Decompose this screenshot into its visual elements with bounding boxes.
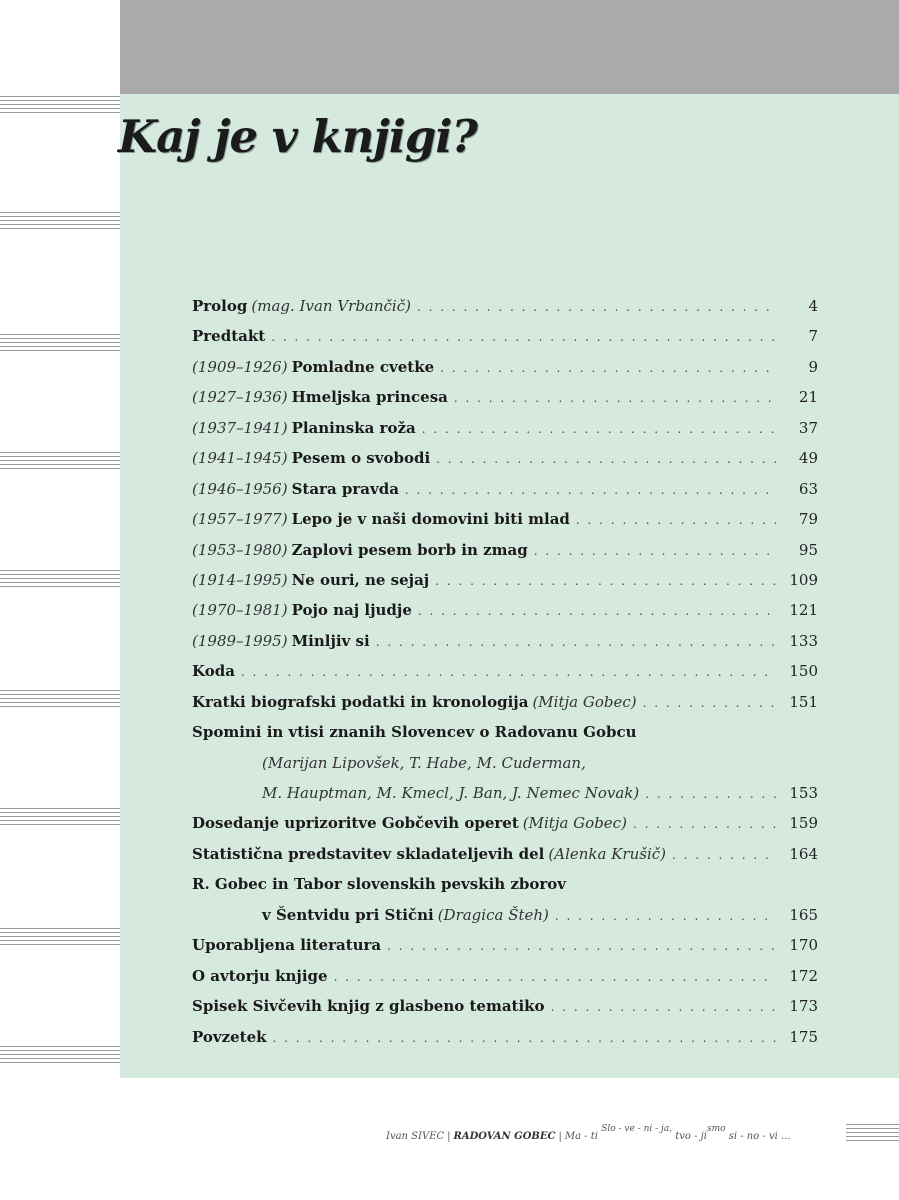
toc-entry[interactable] xyxy=(192,571,818,601)
toc-leader-dots xyxy=(418,604,776,618)
toc-entry-page: 79 xyxy=(798,510,818,529)
toc-entry-years: (1941–1945) xyxy=(192,449,288,468)
toc-leader-dots xyxy=(576,513,776,527)
footer-lyric: Ma - ti xyxy=(564,1131,598,1142)
toc-entry-years: (1989–1995) xyxy=(192,631,288,650)
toc-entry[interactable] xyxy=(192,297,818,327)
toc-entry[interactable] xyxy=(192,1028,818,1058)
toc-entry-title: Statistična predstavitev skladateljevih del xyxy=(192,844,545,863)
toc-entry-page: 164 xyxy=(789,844,818,863)
toc-entry-title: R. Gobec in Tabor slovenskih pevskih zborov xyxy=(192,875,567,894)
toc-entry-page: 4 xyxy=(808,297,818,315)
toc-entry[interactable] xyxy=(192,814,818,844)
toc-entry-author: M. Hauptman, M. Kmecl, J. Ban, J. Nemec Novak) xyxy=(262,784,640,802)
toc-entry-title: Stara pravda xyxy=(291,479,399,498)
toc-entry-tabor[interactable] xyxy=(192,875,818,905)
footer-author: Ivan SIVEC xyxy=(386,1131,445,1142)
footer-lyric: Slo - ve - ni - ja, xyxy=(601,1124,673,1134)
toc-entry-years: (1953–1980) xyxy=(192,540,288,559)
toc-entry-author: (Marijan Lipovšek, T. Habe, M. Cuderman, xyxy=(262,753,586,772)
toc-entry-title: O avtorju knjige xyxy=(192,966,328,985)
toc-entry-years: (1909–1926) xyxy=(192,357,288,376)
toc-leader-dots xyxy=(555,909,776,923)
staff-lines-decoration xyxy=(0,808,120,828)
toc-entry-title: Hmeljska princesa xyxy=(291,388,448,407)
toc-entry-page: 7 xyxy=(808,327,818,346)
toc-entry[interactable] xyxy=(192,449,818,479)
staff-lines-decoration xyxy=(0,690,120,710)
toc-entry[interactable] xyxy=(192,997,818,1027)
toc-entry-author: (Dragica Šteh) xyxy=(437,905,549,924)
toc-entry[interactable] xyxy=(192,662,818,692)
staff-lines-decoration xyxy=(0,212,120,232)
toc-leader-dots xyxy=(454,391,776,405)
toc-leader-dots xyxy=(436,452,776,466)
toc-entry-page: 165 xyxy=(789,905,818,924)
toc-entry[interactable] xyxy=(192,510,818,540)
toc-entry-author: (Alenka Krušič) xyxy=(548,844,666,863)
header-band xyxy=(120,0,899,94)
toc-entry[interactable] xyxy=(192,936,818,966)
table-of-contents xyxy=(192,297,818,1058)
toc-entry[interactable] xyxy=(192,632,818,662)
toc-entry-spomini[interactable] xyxy=(192,723,818,753)
toc-entry[interactable] xyxy=(192,480,818,510)
toc-entry-title: Uporabljena literatura xyxy=(192,936,382,955)
toc-entry-title: Lepo je v naši domovini biti mlad xyxy=(291,510,570,529)
staff-lines-decoration xyxy=(0,570,120,590)
toc-entry-author: (mag. Ivan Vrbančič) xyxy=(251,297,411,315)
toc-leader-dots xyxy=(672,848,776,862)
toc-entry-title: Pomladne cvetke xyxy=(291,357,435,376)
toc-entry-page: 121 xyxy=(789,601,818,620)
toc-entry-title: Zaplovi pesem borb in zmag xyxy=(291,540,528,559)
toc-entry-page: 151 xyxy=(789,692,818,711)
footer-lyric: smo xyxy=(706,1124,726,1134)
toc-entry-title: v Šentvidu pri Stični xyxy=(262,905,434,924)
toc-entry-years: (1957–1977) xyxy=(192,510,288,529)
toc-leader-dots xyxy=(534,544,776,558)
toc-entry-page: 170 xyxy=(789,936,818,955)
toc-entry-years: (1914–1995) xyxy=(192,570,288,589)
toc-entry-title: Dosedanje uprizoritve Gobčevih operet xyxy=(192,814,519,833)
toc-list xyxy=(192,936,818,1058)
toc-entry-page: 172 xyxy=(789,966,818,985)
toc-entry-title: Koda xyxy=(192,662,235,681)
toc-entry-page: 175 xyxy=(789,1027,818,1046)
toc-leader-dots xyxy=(440,361,776,375)
toc-entry-title: Predtakt xyxy=(192,327,266,346)
toc-entry[interactable] xyxy=(192,419,818,449)
toc-entry-title: Kratki biografski podatki in kronologija xyxy=(192,692,529,711)
toc-entry-page: 133 xyxy=(789,631,818,650)
toc-entry[interactable] xyxy=(192,541,818,571)
toc-leader-dots xyxy=(271,330,776,344)
toc-entry-years: (1946–1956) xyxy=(192,479,288,498)
toc-entry-page: 21 xyxy=(798,388,818,407)
staff-lines-decoration xyxy=(0,928,120,948)
staff-lines-decoration xyxy=(846,1124,899,1144)
toc-entry-page: 153 xyxy=(789,784,818,802)
toc-entry[interactable] xyxy=(192,358,818,388)
toc-entry-author: (Mitja Gobec) xyxy=(532,692,637,711)
toc-entry-author: (Mitja Gobec) xyxy=(522,814,627,833)
toc-leader-dots xyxy=(241,665,776,679)
toc-entry-spomini-authors xyxy=(192,754,818,784)
footer-lyric: si - no - vi ... xyxy=(728,1131,791,1142)
toc-entry-title: Pesem o svobodi xyxy=(291,449,431,468)
toc-entry-title: Ne ouri, ne sejaj xyxy=(291,570,430,589)
toc-list xyxy=(192,297,818,723)
toc-leader-dots xyxy=(405,483,776,497)
toc-entry-page: 63 xyxy=(798,479,818,498)
toc-entry-page: 37 xyxy=(798,418,818,437)
toc-entry-title: Spisek Sivčevih knjig z glasbeno tematiko xyxy=(192,997,545,1016)
toc-entry[interactable] xyxy=(192,967,818,997)
toc-entry-years: (1937–1941) xyxy=(192,418,288,437)
toc-entry-page: 49 xyxy=(798,449,818,468)
staff-lines-decoration xyxy=(0,452,120,472)
toc-leader-dots xyxy=(643,696,776,710)
toc-entry-page: 9 xyxy=(808,357,818,376)
toc-leader-dots xyxy=(633,817,776,831)
toc-entry-title: Spomini in vtisi znanih Slovencev o Radovanu Gobcu xyxy=(192,723,637,742)
footer-lyric: tvo - ji xyxy=(675,1131,707,1142)
toc-entry-page: 95 xyxy=(798,540,818,559)
toc-entry[interactable] xyxy=(192,327,818,357)
toc-leader-dots xyxy=(551,1000,776,1014)
staff-lines-decoration xyxy=(0,334,120,354)
toc-entry-years: (1970–1981) xyxy=(192,601,288,620)
toc-entry[interactable] xyxy=(192,845,818,875)
toc-entry-tabor-line xyxy=(192,906,818,936)
toc-entry-page: 150 xyxy=(789,662,818,681)
toc-entry[interactable] xyxy=(192,693,818,723)
toc-entry-spomini-authors xyxy=(192,784,818,814)
toc-entry-title: Minljiv si xyxy=(291,631,370,650)
staff-lines-decoration xyxy=(0,96,120,116)
toc-entry-title: Povzetek xyxy=(192,1027,267,1046)
toc-entry-page: 159 xyxy=(789,814,818,833)
toc-entry-years: (1927–1936) xyxy=(192,388,288,407)
toc-entry-page: 109 xyxy=(789,570,818,589)
page-footer: Ivan SIVEC | RADOVAN GOBEC | Ma - ti $^{Slo - ve - ni - ja,}$ tvo - $ji^{smo}$ si - no - vi ... xyxy=(386,1124,791,1142)
staff-lines-decoration xyxy=(0,1046,120,1066)
toc-list xyxy=(192,814,818,875)
toc-leader-dots xyxy=(387,939,776,953)
toc-entry-title: Planinska roža xyxy=(291,418,416,437)
toc-entry[interactable] xyxy=(192,601,818,631)
page-title: Kaj je v knjigi? xyxy=(118,110,477,163)
toc-leader-dots xyxy=(422,422,776,436)
toc-leader-dots xyxy=(417,300,776,314)
toc-entry[interactable] xyxy=(192,388,818,418)
footer-book-title: RADOVAN GOBEC xyxy=(453,1131,556,1142)
toc-leader-dots xyxy=(435,574,776,588)
toc-leader-dots xyxy=(334,970,776,984)
toc-leader-dots xyxy=(273,1031,776,1045)
toc-leader-dots xyxy=(376,635,776,649)
toc-entry-page: 173 xyxy=(789,997,818,1016)
toc-leader-dots xyxy=(645,787,776,801)
toc-entry-title: Pojo naj ljudje xyxy=(291,601,412,620)
toc-entry-title: Prolog xyxy=(192,297,248,315)
